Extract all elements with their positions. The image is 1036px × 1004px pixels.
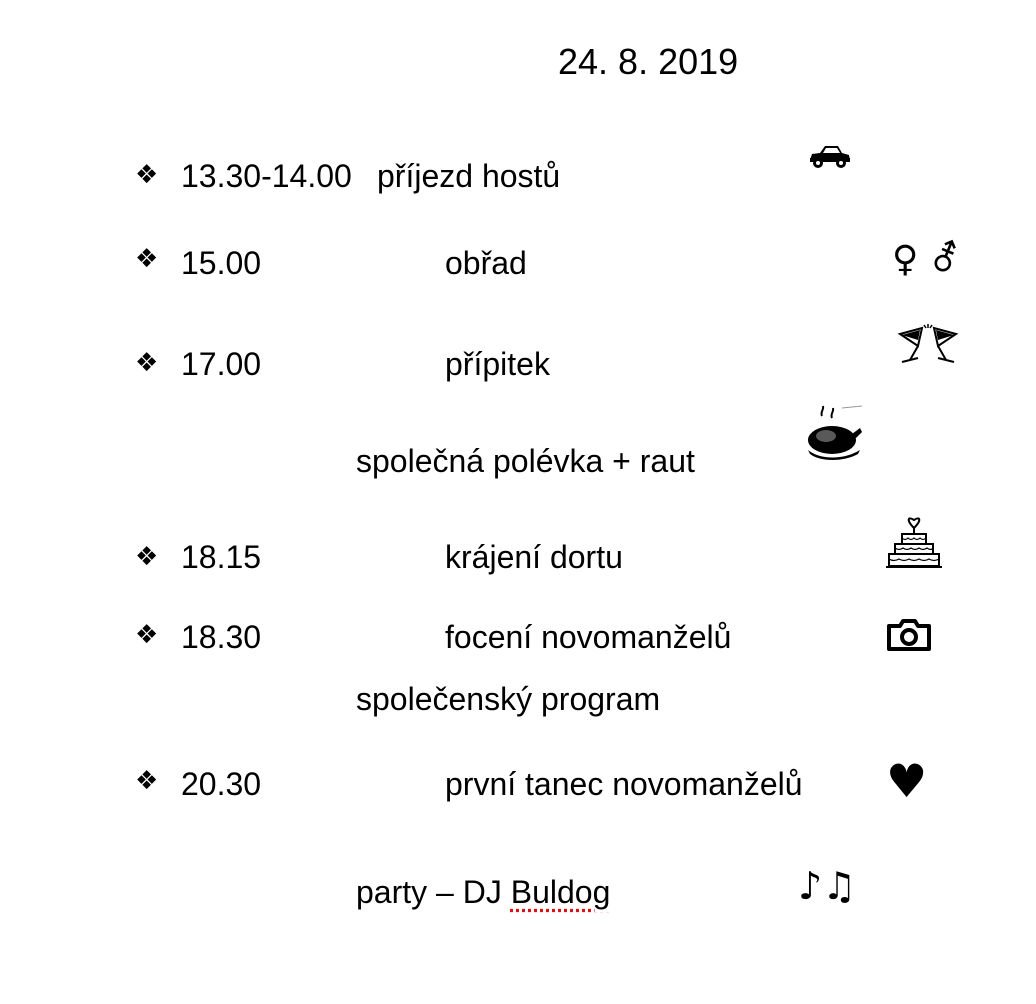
schedule-label: přípitek — [445, 346, 550, 382]
schedule-label: společenský program — [356, 681, 661, 717]
page-date: 24. 8. 2019 — [558, 41, 739, 82]
bullet-icon: ❖ — [135, 348, 159, 378]
schedule-label: focení novomanželů — [445, 619, 732, 655]
spellcheck-flagged-word: Buldog — [510, 874, 611, 910]
camera-icon — [886, 618, 932, 652]
schedule-time: 17.00 — [181, 346, 262, 382]
label-prefix: party – DJ — [356, 874, 511, 910]
heart-icon: ♥ — [886, 754, 928, 808]
bullet-icon: ❖ — [135, 620, 159, 650]
car-icon — [806, 142, 852, 170]
schedule-time: 18.30 — [181, 619, 262, 655]
bullet-icon: ❖ — [135, 160, 159, 190]
schedule-time: 13.30-14.00 — [181, 158, 352, 194]
schedule-label: krájení dortu — [445, 539, 623, 575]
schedule-label: společná polévka + raut — [356, 443, 695, 479]
schedule-label: obřad — [445, 245, 527, 281]
schedule-label: první tanec novomanželů — [445, 766, 803, 802]
wedding-cake-icon — [886, 516, 942, 570]
schedule-time: 18.15 — [181, 539, 262, 575]
bullet-icon: ❖ — [135, 766, 159, 796]
bullet-icon: ❖ — [135, 244, 159, 274]
champagne-toast-icon — [892, 322, 964, 368]
schedule-label: příjezd hostů — [377, 158, 561, 194]
roast-chicken-icon — [800, 404, 866, 466]
schedule-label — [356, 874, 610, 910]
music-notes-icon: ♪♫ — [798, 864, 857, 908]
bullet-icon: ❖ — [135, 542, 159, 572]
schedule-time: 20.30 — [181, 766, 262, 802]
schedule-time: 15.00 — [181, 245, 262, 281]
gender-symbols-icon: ♀ ⚦ — [892, 239, 960, 280]
